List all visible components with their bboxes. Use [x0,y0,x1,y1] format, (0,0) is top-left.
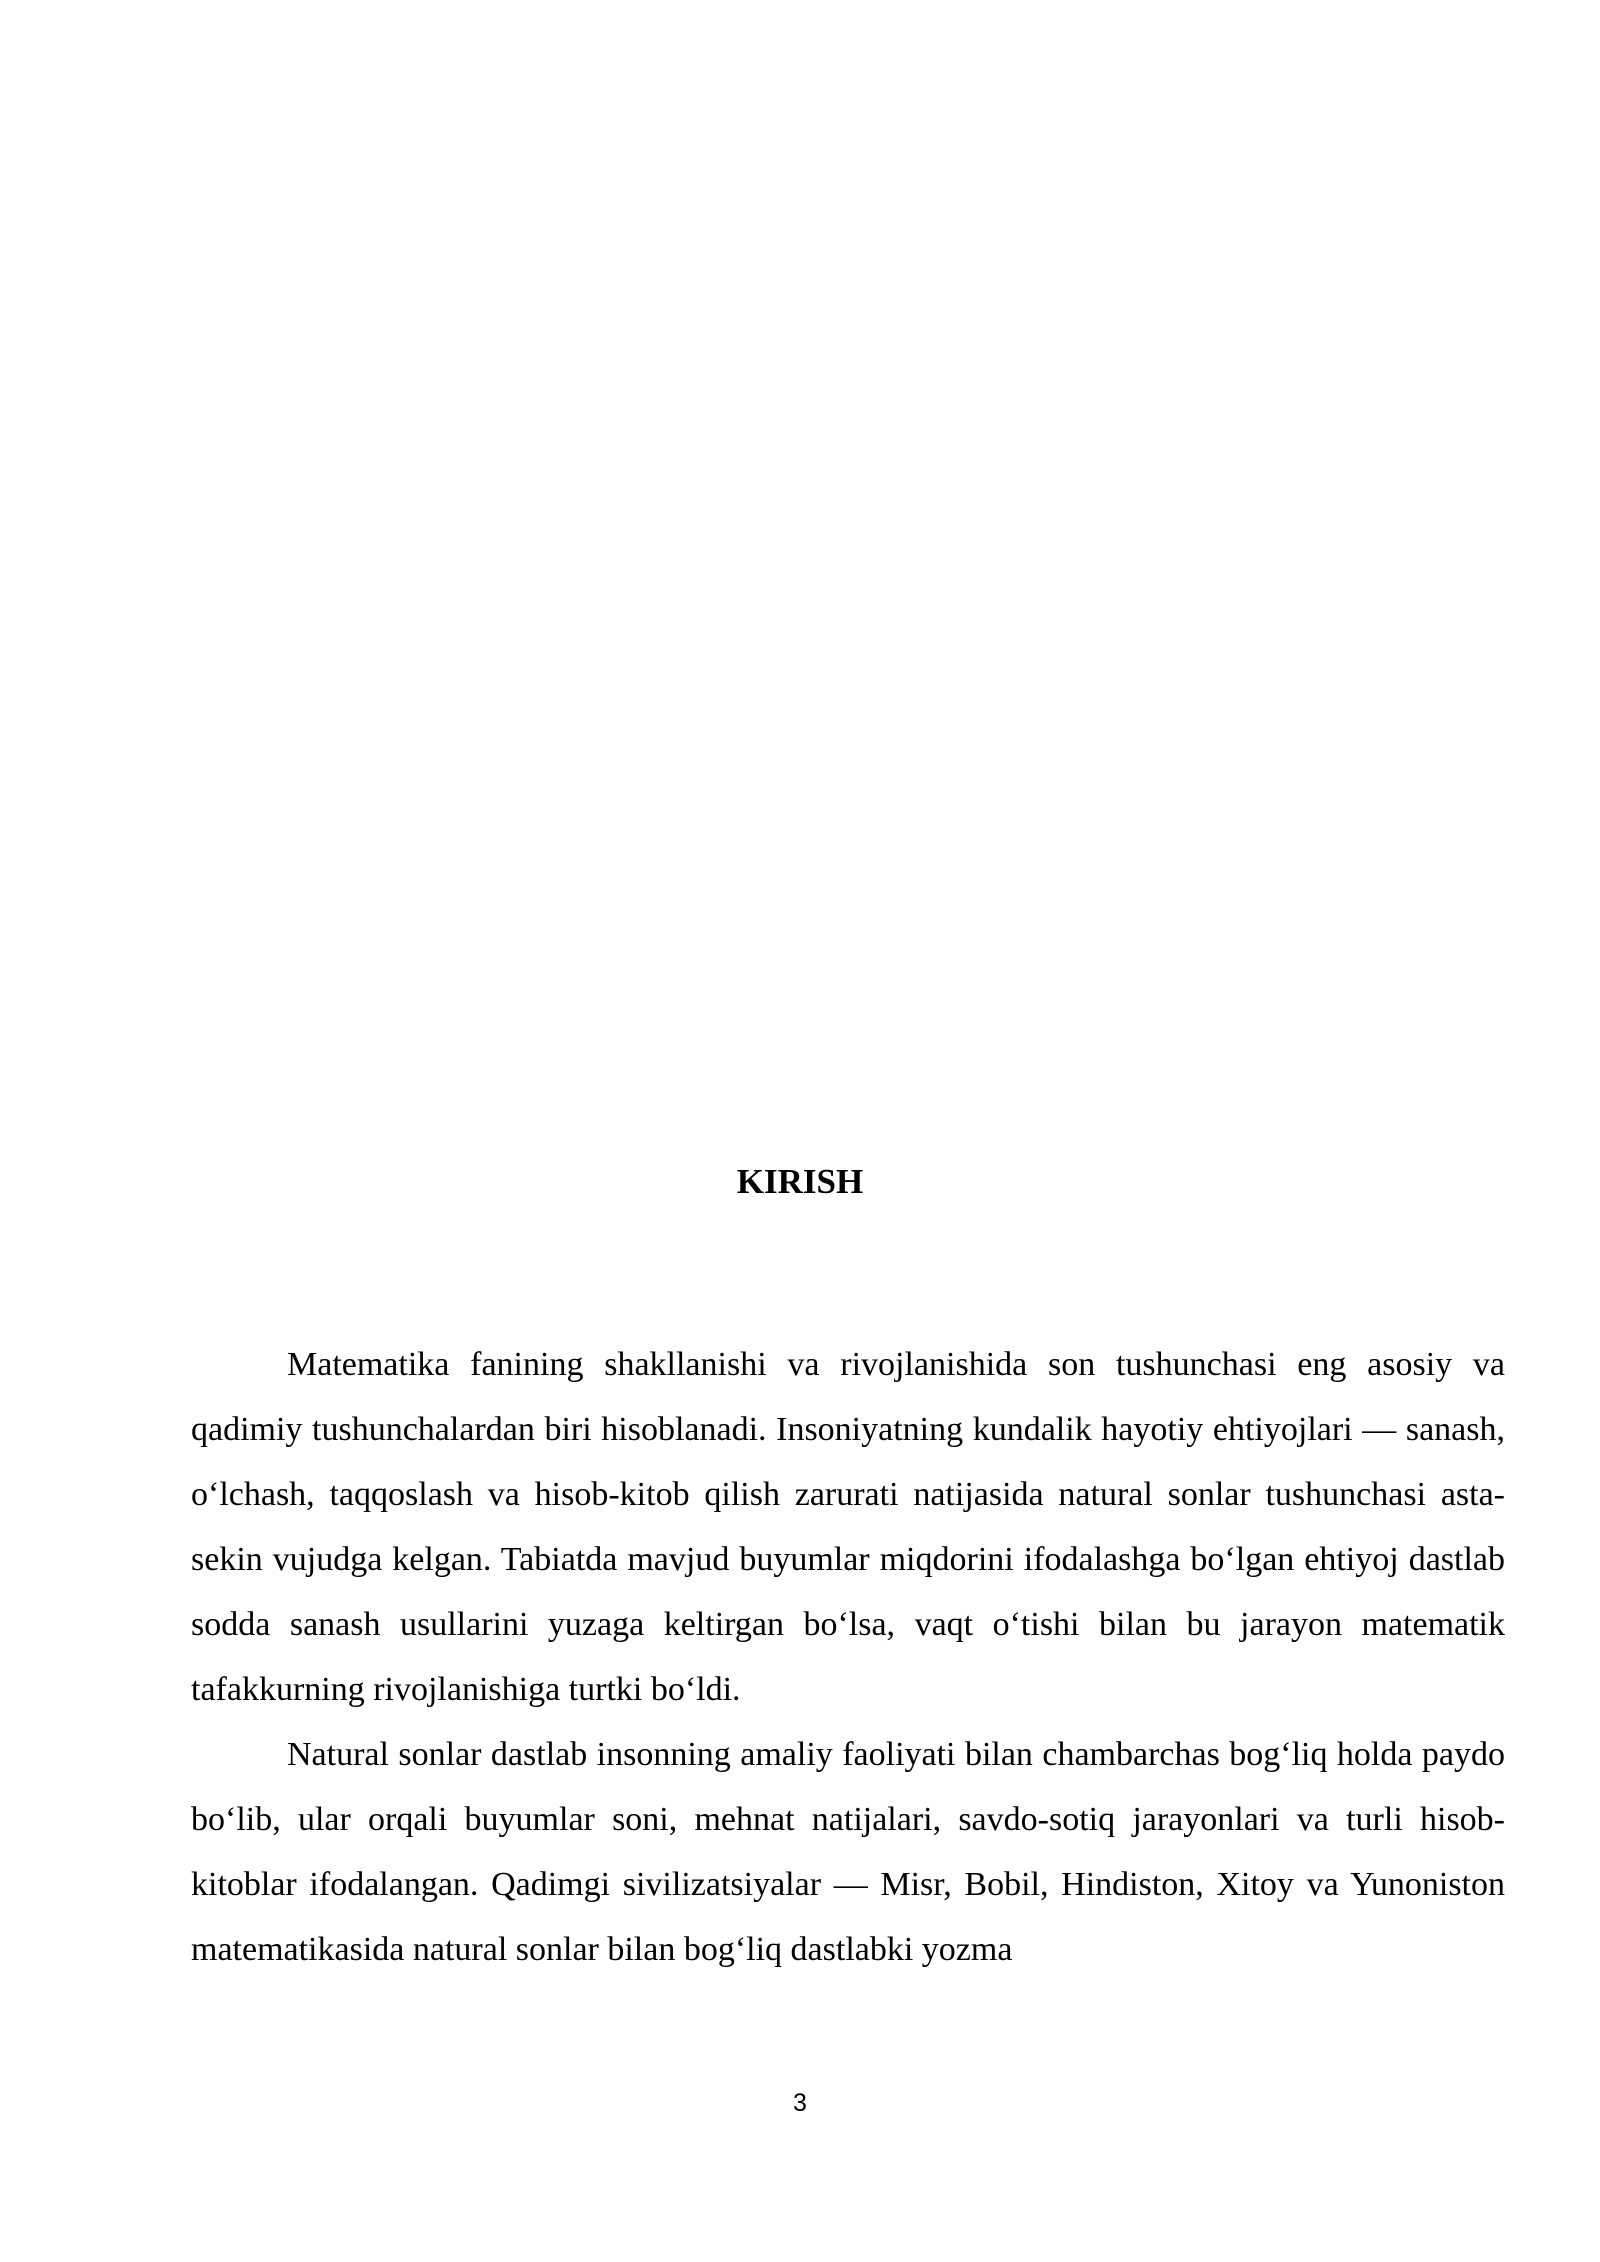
section-heading: KIRISH [736,1162,864,1201]
paragraph-intro: Matematika fanining shakllanishi va rivojlanishida son tushunchasi eng asosiy va qadimiy tushunchalardan biri hisoblanadi. Insoniyatning kundalik hayotiy ehtiyojlari — sanash, o‘lchash, taqqoslash va hisob-kitob qilish zarurati natijasida natural sonlar tushunchasi asta-sekin vujudga kelgan. Tabiatda mavjud buyumlar miqdorini ifodalashga bo‘lgan ehtiyoj dastlab sodda sanash usullarini yuzaga keltirgan bo‘lsa, vaqt o‘tishi bilan bu jarayon matematik tafakkurning rivojlanishiga turtki bo‘ldi. [191,1346,1505,1708]
body-text [191,1332,1505,1982]
page-number: 3 [793,2089,807,2117]
paragraph-natural-numbers: Natural sonlar dastlab insonning amaliy faoliyati bilan chambarchas bog‘liq holda paydo bo‘lib, ular orqali buyumlar soni, mehnat natijalari, savdo-sotiq jarayonlari va turli hisob-kitoblar ifodalangan. Qadimgi sivilizatsiyalar — Misr, Bobil, Hindiston, Xitoy va Yunoniston matematikasida natural sonlar bilan bog‘liq dastlabki yozma [191,1736,1505,1968]
